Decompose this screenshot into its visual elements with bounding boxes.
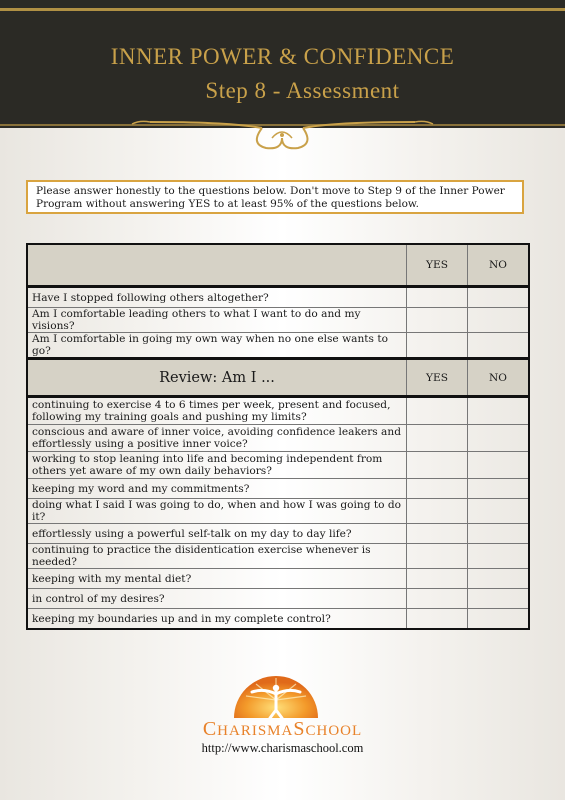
table-row [27, 569, 529, 589]
yes-checkbox-cell[interactable] [407, 499, 468, 524]
table-row [27, 609, 529, 630]
review-item-text: keeping my word and my commitments? [27, 479, 407, 499]
page-subtitle: Step 8 - Assessment [205, 78, 400, 103]
table-row [27, 308, 529, 333]
no-checkbox-cell[interactable] [468, 397, 530, 425]
no-checkbox-cell[interactable] [468, 308, 530, 333]
website-link[interactable]: http://www.charismaschool.com [201, 741, 364, 755]
brand-initial-s: S [293, 718, 306, 740]
page-title: INNER POWER & CONFIDENCE [110, 44, 455, 69]
no-checkbox-cell[interactable] [468, 425, 530, 452]
no-checkbox-cell[interactable] [468, 544, 530, 569]
yes-checkbox-cell[interactable] [407, 425, 468, 452]
table-row [27, 499, 529, 524]
review-item-text: continuing to practice the disidentication exercise whenever is needed? [27, 544, 407, 569]
brand-chool: CHOOL [305, 723, 363, 739]
review-header-row [27, 359, 529, 397]
no-checkbox-cell[interactable] [468, 333, 530, 359]
no-column-header: NO [468, 244, 530, 287]
header-gold-rule [0, 8, 565, 11]
yes-checkbox-cell[interactable] [407, 452, 468, 479]
yes-column-header: YES [407, 359, 468, 397]
yes-checkbox-cell[interactable] [407, 479, 468, 499]
table-row [27, 397, 529, 425]
yes-checkbox-cell[interactable] [407, 333, 468, 359]
review-item-text: working to stop leaning into life and becoming independent from others yet aware of my own daily behaviors? [27, 452, 407, 479]
question-text: Am I comfortable leading others to what I want to do and my visions? [27, 308, 407, 333]
yes-checkbox-cell[interactable] [407, 308, 468, 333]
no-checkbox-cell[interactable] [468, 479, 530, 499]
no-checkbox-cell[interactable] [468, 524, 530, 544]
question-text: Am I comfortable in going my own way when no one else wants to go? [27, 333, 407, 359]
review-item-text: doing what I said I was going to do, when and how I was going to do it? [27, 499, 407, 524]
table-row [27, 333, 529, 359]
yes-checkbox-cell[interactable] [407, 287, 468, 308]
question-text: Have I stopped following others altogether? [27, 287, 407, 308]
yes-checkbox-cell[interactable] [407, 569, 468, 589]
yes-checkbox-cell[interactable] [407, 589, 468, 609]
yes-checkbox-cell[interactable] [407, 397, 468, 425]
table-row [27, 524, 529, 544]
review-item-text: conscious and aware of inner voice, avoiding confidence leakers and effortlessly using a positive inner voice? [27, 425, 407, 452]
no-checkbox-cell[interactable] [468, 287, 530, 308]
no-column-header: NO [468, 359, 530, 397]
no-checkbox-cell[interactable] [468, 609, 530, 630]
review-item-text: effortlessly using a powerful self-talk on my day to day life? [27, 524, 407, 544]
yes-column-header: YES [407, 244, 468, 287]
table-row [27, 452, 529, 479]
yes-checkbox-cell[interactable] [407, 524, 468, 544]
charisma-school-logo-icon [226, 648, 326, 718]
yes-checkbox-cell[interactable] [407, 544, 468, 569]
assessment-table [26, 243, 530, 630]
instructions-box: Please answer honestly to the questions below. Don't move to Step 9 of the Inner Power Program without answering YES to at least 95% of the questions below. [26, 180, 524, 214]
table-row [27, 425, 529, 452]
review-item-text: keeping my boundaries up and in my complete control? [27, 609, 407, 630]
review-item-text: keeping with my mental diet? [27, 569, 407, 589]
table-row [27, 287, 529, 308]
brand-initial-c: C [202, 718, 218, 740]
ornament-flourish-icon [0, 118, 565, 158]
no-checkbox-cell[interactable] [468, 452, 530, 479]
table-row [27, 544, 529, 569]
table-header-row [27, 244, 529, 287]
header-banner [0, 0, 565, 128]
table-row [27, 589, 529, 609]
no-checkbox-cell[interactable] [468, 569, 530, 589]
no-checkbox-cell[interactable] [468, 499, 530, 524]
brand-harisma: HARISMA [217, 723, 294, 739]
review-title: Review: Am I ... [27, 359, 407, 397]
yes-checkbox-cell[interactable] [407, 609, 468, 630]
brand-name [0, 718, 565, 741]
review-item-text: in control of my desires? [27, 589, 407, 609]
no-checkbox-cell[interactable] [468, 589, 530, 609]
review-item-text: continuing to exercise 4 to 6 times per week, present and focused, following my training goals and pushing my limits? [27, 397, 407, 425]
table-header-blank [27, 244, 407, 287]
table-row [27, 479, 529, 499]
